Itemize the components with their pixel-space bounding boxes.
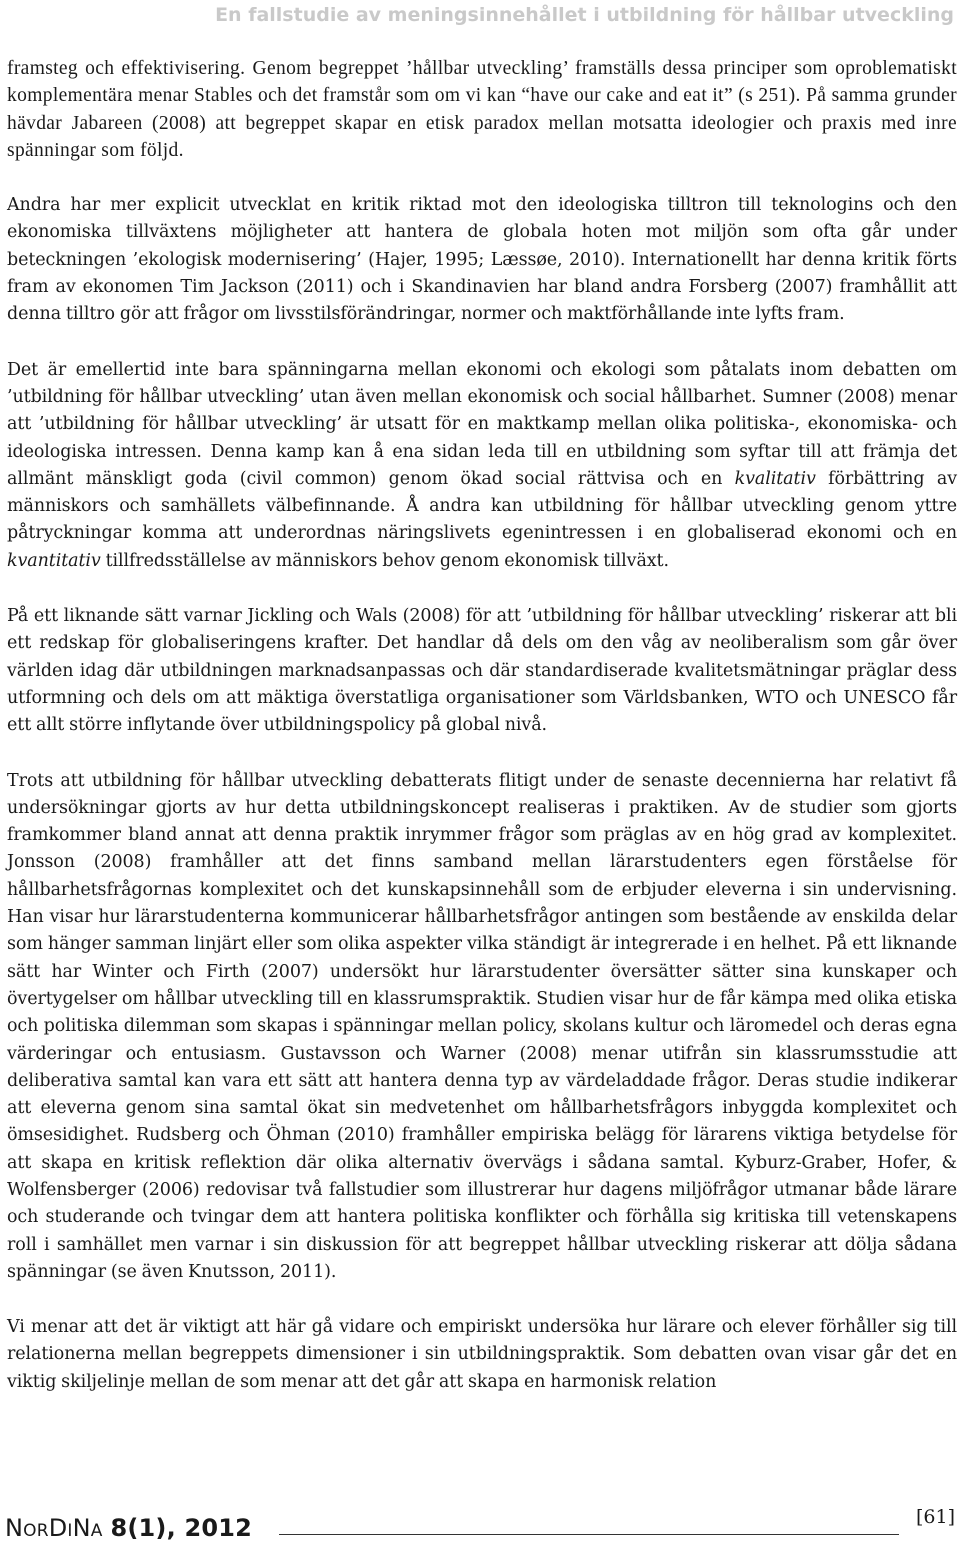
paragraph (7, 768, 957, 1287)
paragraph (7, 1314, 957, 1396)
page-number: [61] (915, 1506, 955, 1528)
text-run: framsteg och effektivisering. Genom begreppet ’hållbar utveckling’ framställs dessa principer som oproblematiskt komplementära menar Stables och det framstår som om vi kan “have our cake and eat it” (s 251). På samma grunder hävdar Jabareen (2008) att begreppet skapar en etisk paradox mellan motsatta ideologier och praxis med inre spänningar som följd. (7, 58, 957, 161)
article-body (7, 55, 957, 1424)
running-header: En fallstudie av meningsinnehållet i utbildning för hållbar utveckling (215, 4, 954, 26)
journal-name (5, 1514, 252, 1542)
journal-issue: 8(1), 2012 (110, 1514, 253, 1542)
emphasized-text: kvalitativ (734, 468, 816, 489)
footer-rule (279, 1534, 899, 1535)
emphasized-text: kvantitativ (7, 550, 101, 571)
text-run: Trots att utbildning för hållbar utveckling debatterats flitigt under de senaste decennierna har relativt få undersökningar gjorts av hur detta utbildningskoncept realiseras i praktiken. Av de studier som gjorts framkommer bland annat att denna praktik inrymmer frågor som präglas av en hög grad av komplexitet. Jonsson (2008) framhåller att det finns samband mellan lärarstudenters egen förståelse för hållbarhetsfrågornas komplexitet och det kunskapsinnehåll som de erbjuder eleverna i sin undervisning. Han visar hur lärarstudenterna kommunicerar hållbarhetsfrågor antingen som bestående av enskilda delar som hänger samman linjärt eller som olika aspekter vilka ständigt är integrerade i en helhet. På ett liknande sätt har Winter och Firth (2007) undersökt hur lärarstudenter översätter sätter sina kunskaper och övertygelser om hållbar utveckling till en klassrumspraktik. Studien visar hur de får kämpa med olika etiska och politiska dilemman som skapas i spänningar mellan policy, skolans kultur och läromedel och deras egna värderingar och entusiasm. Gustavsson och Warner (2008) menar utifrån sin klassrumsstudie att deliberativa samtal kan vara ett sätt att hantera denna typ av värdeladdade frågor. Deras studie indikerar att eleverna genom sina samtal ökat sin medvetenhet om hållbarhetsfrågors inbyggda komplexitet och ömsesidighet. Rudsberg och Öhman (2010) framhåller empiriska belägg för lärarens viktiga betydelse för att skapa en kritisk reflektion där olika alternativ övervägs i sådana samtal. Kyburz-Graber, Hofer, & Wolfensberger (2006) redovisar två fallstudier som illustrerar hur dagens miljöfrågor utmanar både lärare och studerande och tvingar dem att hantera politiska konflikter och förhålla sig kritiska till vetenskapens roll i samhället men varnar i sin diskussion för att begreppet hållbar utveckling riskerar att dölja sådana spänningar (se även Knutsson, 2011). (7, 770, 957, 1282)
text-run: tillfredsställelse av människors behov genom ekonomisk tillväxt. (100, 550, 669, 571)
paragraph (7, 192, 957, 328)
text-run: förbättring av människors och samhällets välbefinnande. Å andra kan utbildning för hållbar utveckling genom yttre påtryckningar komma att underordnas näringslivets egenintressen i en globaliserad ekonomi och en (7, 468, 957, 544)
paragraph (7, 55, 957, 164)
text-run: På ett liknande sätt varnar Jickling och Wals (2008) för att ’utbildning för hållbar utveckling’ riskerar att bli ett redskap för globaliseringens krafter. Det handlar då dels om den våg av neoliberalism som går över världen idag där utbildningen marknadsanpassas och där standardiserade kvalitetsmätningar präglar dess utformning och dels om att mäktiga överstatliga organisationer som Världsbanken, WTO och UNESCO får ett allt större inflytande över utbildningspolicy på global nivå. (7, 606, 957, 736)
paragraph (7, 357, 957, 575)
paragraph (7, 603, 957, 739)
text-run: Andra har mer explicit utvecklat en kritik riktad mot den ideologiska tilltron till teknologins och den ekonomiska tillväxtens möjligheter att hantera de globala hoten mot miljön som ofta går under beteckningen ’ekologisk modernisering’ (Hajer, 1995; Læssøe, 2010). Internationellt har denna kritik förts fram av ekonomen Tim Jackson (2011) och i Skandinavien har bland andra Forsberg (2007) framhållit att denna tilltro gör att frågor om livsstilsförändringar, normer och maktförhållande inte lyfts fram. (7, 195, 957, 325)
text-run: Vi menar att det är viktigt att här gå vidare och empiriskt undersöka hur lärare och elever förhåller sig till relationerna mellan begreppets dimensioner i sin utbildningspraktik. Som debatten ovan visar går det en viktig skiljelinje mellan de som menar att det går att skapa en harmonisk relation (7, 1317, 957, 1392)
text-run: Det är emellertid inte bara spänningarna mellan ekonomi och ekologi som påtalats inom debatten om ’utbildning för hållbar utveckling’ utan även mellan ekonomisk och social hållbarhet. Sumner (2008) menar att ’utbildning för hållbar utveckling’ är utsatt för en maktkamp mellan olika politiska-, ekonomiska- och ideologiska intressen. Denna kamp kan å ena sidan leda till en utbildning som syftar till att främja det allmänt mänskligt goda (civil common) genom ökad social rättvisa och en (7, 359, 957, 489)
journal-title: NorDiNa (5, 1514, 103, 1542)
page-footer (5, 1506, 955, 1548)
